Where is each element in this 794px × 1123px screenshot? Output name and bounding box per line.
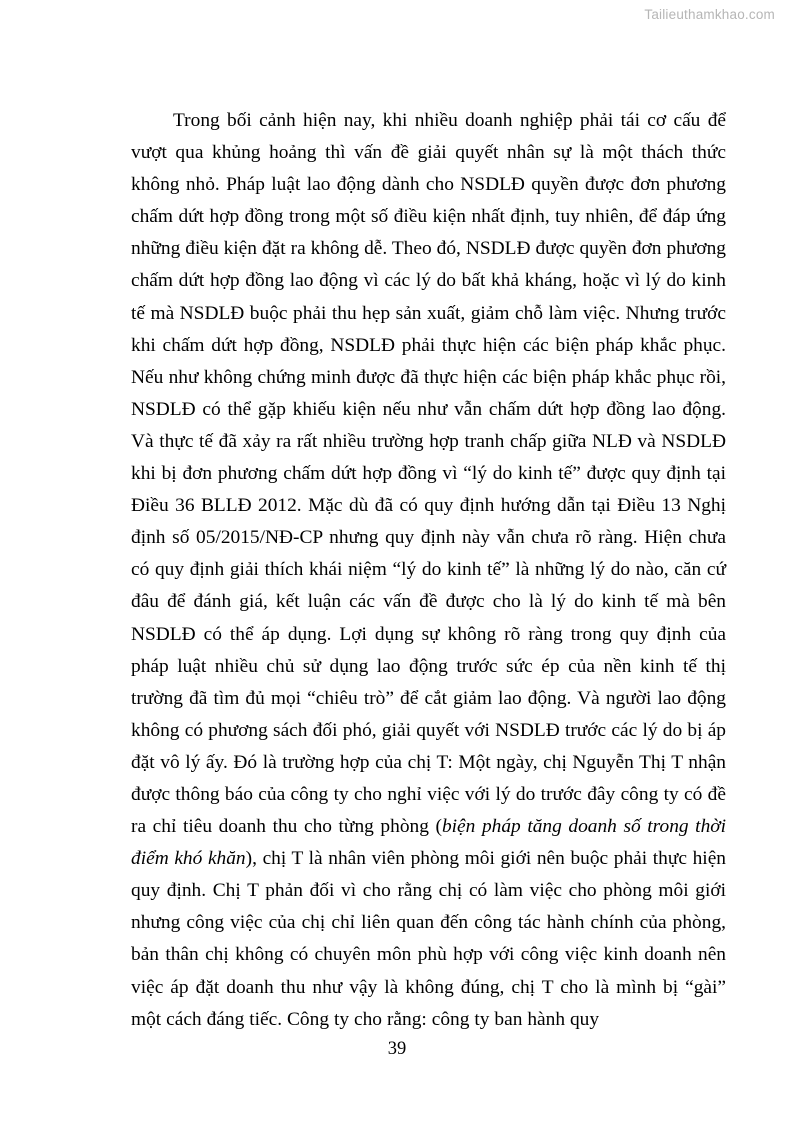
page-body (131, 105, 726, 1036)
body-paragraph (131, 105, 726, 1036)
paragraph-text-part-1: Trong bối cảnh hiện nay, khi nhiều doanh nghiệp phải tái cơ cấu để vượt qua khủng hoảng thì vấn đề giải quyết nhân sự là một thách thức không nhỏ. Pháp luật lao động dành cho NSDLĐ quyền được đơn phương chấm dứt hợp đồng trong một số điều kiện nhất định, tuy nhiên, để đáp ứng những điều kiện đặt ra không dễ. Theo đó, NSDLĐ được quyền đơn phương chấm dứt hợp đồng lao động vì các lý do bất khả kháng, hoặc vì lý do kinh tế mà NSDLĐ buộc phải thu hẹp sản xuất, giảm chỗ làm việc. Nhưng trước khi chấm dứt hợp đồng, NSDLĐ phải thực hiện các biện pháp khắc phục. Nếu như không chứng minh được đã thực hiện các biện pháp khắc phục rồi, NSDLĐ có thể gặp khiếu kiện nếu như vẫn chấm dứt hợp đồng lao động. Và thực tế đã xảy ra rất nhiều trường hợp tranh chấp giữa NLĐ và NSDLĐ khi bị đơn phương chấm dứt hợp đồng vì “lý do kinh tế” được quy định tại Điều 36 BLLĐ 2012. Mặc dù đã có quy định hướng dẫn tại Điều 13 Nghị định số 05/2015/NĐ-CP nhưng quy định này vẫn chưa rõ ràng. Hiện chưa có quy định giải thích khái niệm “lý do kinh tế” là những lý do nào, căn cứ đâu để đánh giá, kết luận các vấn đề được cho là lý do kinh tế mà bên NSDLĐ có thể áp dụng. Lợi dụng sự không rõ ràng trong quy định của pháp luật nhiều chủ sử dụng lao động trước sức ép của nền kinh tế thị trường đã tìm đủ mọi “chiêu trò” để cắt giảm lao động. Và người lao động không có phương sách đối phó, giải quyết với NSDLĐ trước các lý do bị áp đặt vô lý ấy. Đó là trường hợp của chị T: Một ngày, chị Nguyễn Thị T nhận được thông báo của công ty cho nghỉ việc với lý do trước đây công ty có đề ra chỉ tiêu doanh thu cho từng phòng ( (131, 110, 726, 838)
site-watermark: Tailieuthamkhao.com (644, 7, 775, 22)
paragraph-text-part-2: ), chị T là nhân viên phòng môi giới nên buộc phải thực hiện quy định. Chị T phản đối vì cho rằng chị có làm việc cho phòng môi giới nhưng công việc của chị chỉ liên quan đến công tác hành chính của phòng, bản thân chị không có chuyên môn phù hợp với công việc kinh doanh nên việc áp đặt doanh thu như vậy là không đúng, chị T cho là mình bị “gài” một cách đáng tiếc. Công ty cho rằng: công ty ban hành quy (131, 848, 726, 1030)
emphasized-clause: biện pháp tăng doanh số trong thời điểm khó khăn (131, 816, 727, 870)
page-number: 39 (387, 1039, 407, 1059)
